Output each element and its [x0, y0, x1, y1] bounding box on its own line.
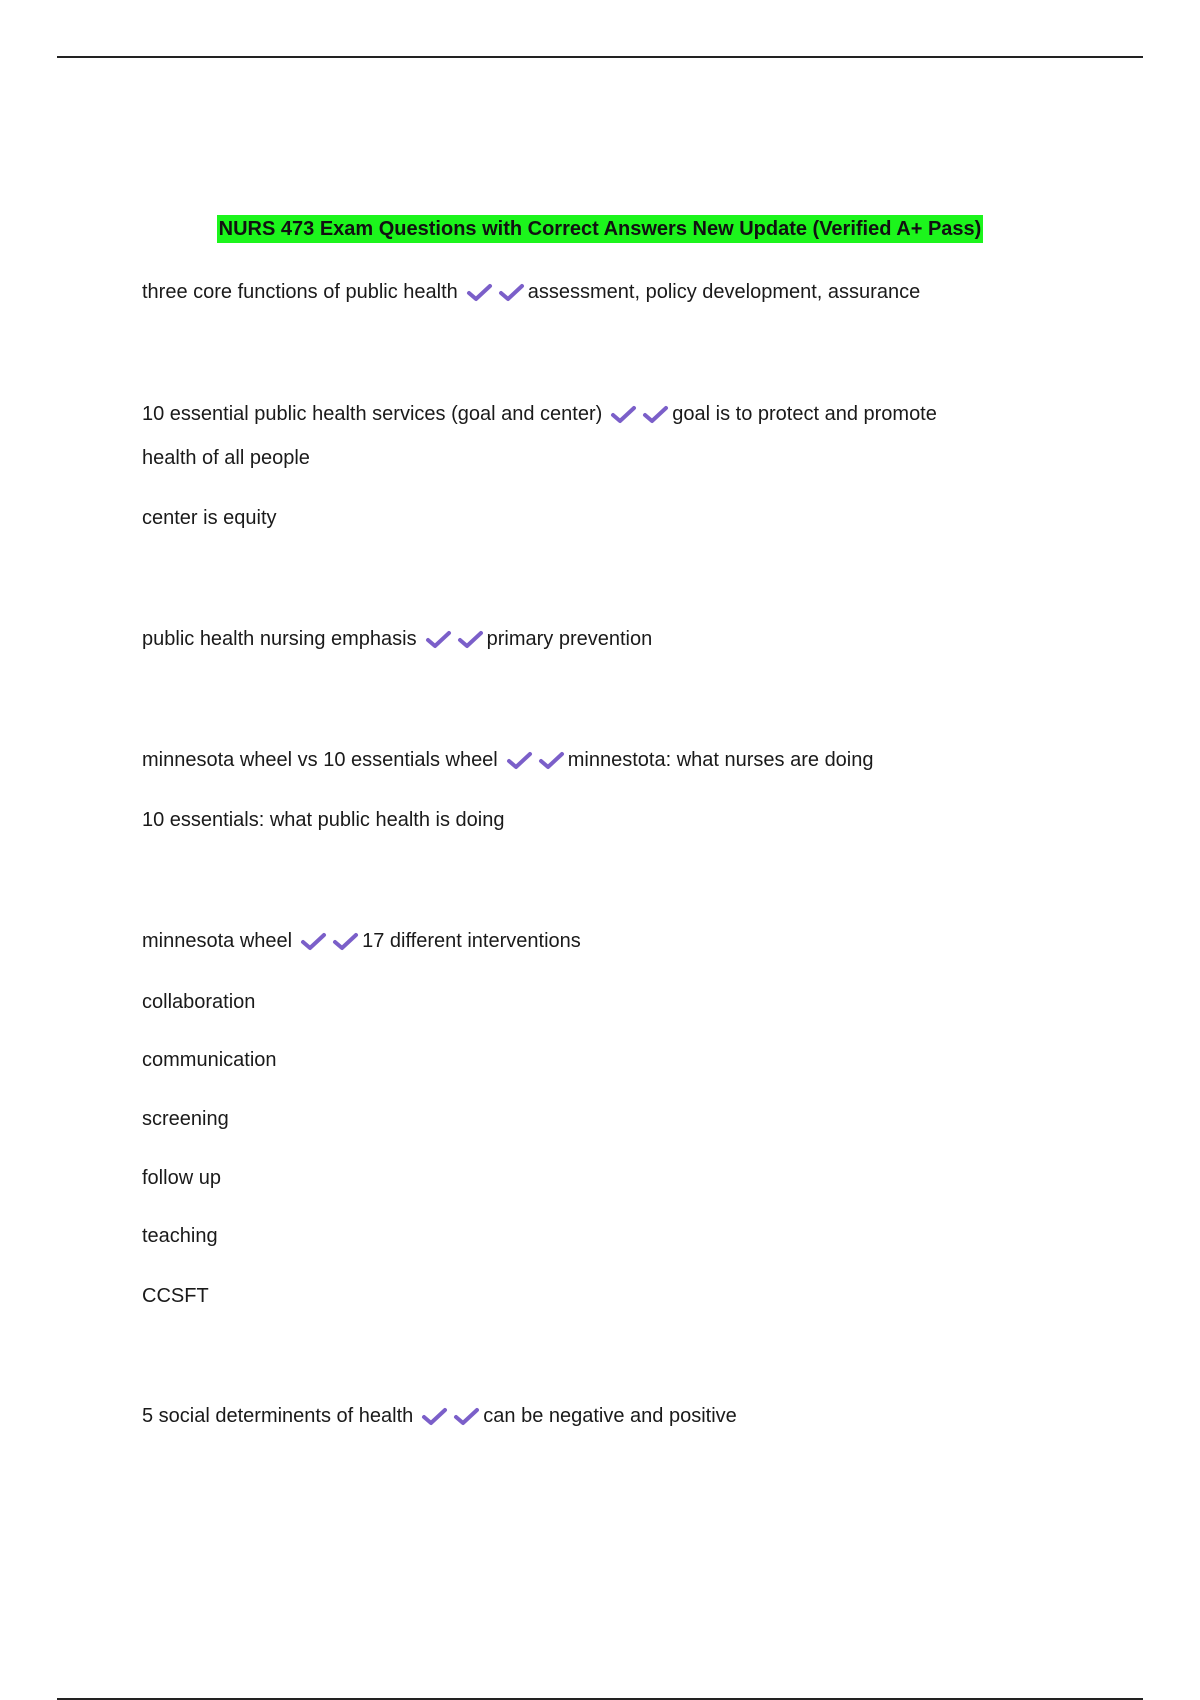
- title-block: [0, 215, 1200, 243]
- answer: goal is to protect and promote: [672, 403, 937, 425]
- qa-item-6: [142, 1402, 737, 1430]
- header-rule: [57, 56, 1143, 58]
- answer: can be negative and positive: [483, 1405, 737, 1427]
- question: minnesota wheel vs 10 essentials wheel: [142, 749, 498, 771]
- question: 5 social determinents of health: [142, 1405, 414, 1427]
- answer-line: CCSFT: [142, 1285, 209, 1307]
- document-title: NURS 473 Exam Questions with Correct Answers New Update (Verified A+ Pass): [217, 215, 984, 243]
- answer: 17 different interventions: [362, 930, 581, 952]
- answer-line: collaboration: [142, 991, 256, 1013]
- qa-item-4: [142, 746, 874, 774]
- double-check-icon: [610, 405, 670, 425]
- answer-line: 10 essentials: what public health is doing: [142, 809, 505, 831]
- answer-line: follow up: [142, 1167, 221, 1189]
- answer-line: health of all people: [142, 447, 310, 469]
- answer: minnestota: what nurses are doing: [567, 749, 874, 771]
- answer: primary prevention: [486, 628, 653, 650]
- question: public health nursing emphasis: [142, 628, 417, 650]
- double-check-icon: [421, 1407, 481, 1427]
- double-check-icon: [506, 751, 566, 771]
- answer: assessment, policy development, assurance: [527, 281, 921, 303]
- answer-line: center is equity: [142, 507, 277, 529]
- qa-item-1: [142, 278, 920, 306]
- double-check-icon: [425, 630, 485, 650]
- qa-item-2: [142, 400, 937, 428]
- qa-item-3: [142, 625, 652, 653]
- qa-item-5: [142, 927, 581, 955]
- answer-line: communication: [142, 1049, 277, 1071]
- answer-line: teaching: [142, 1225, 218, 1247]
- answer-line: screening: [142, 1108, 229, 1130]
- question: 10 essential public health services (goal and center): [142, 403, 603, 425]
- double-check-icon: [300, 932, 360, 952]
- double-check-icon: [466, 283, 526, 303]
- question: minnesota wheel: [142, 930, 293, 952]
- question: three core functions of public health: [142, 281, 458, 303]
